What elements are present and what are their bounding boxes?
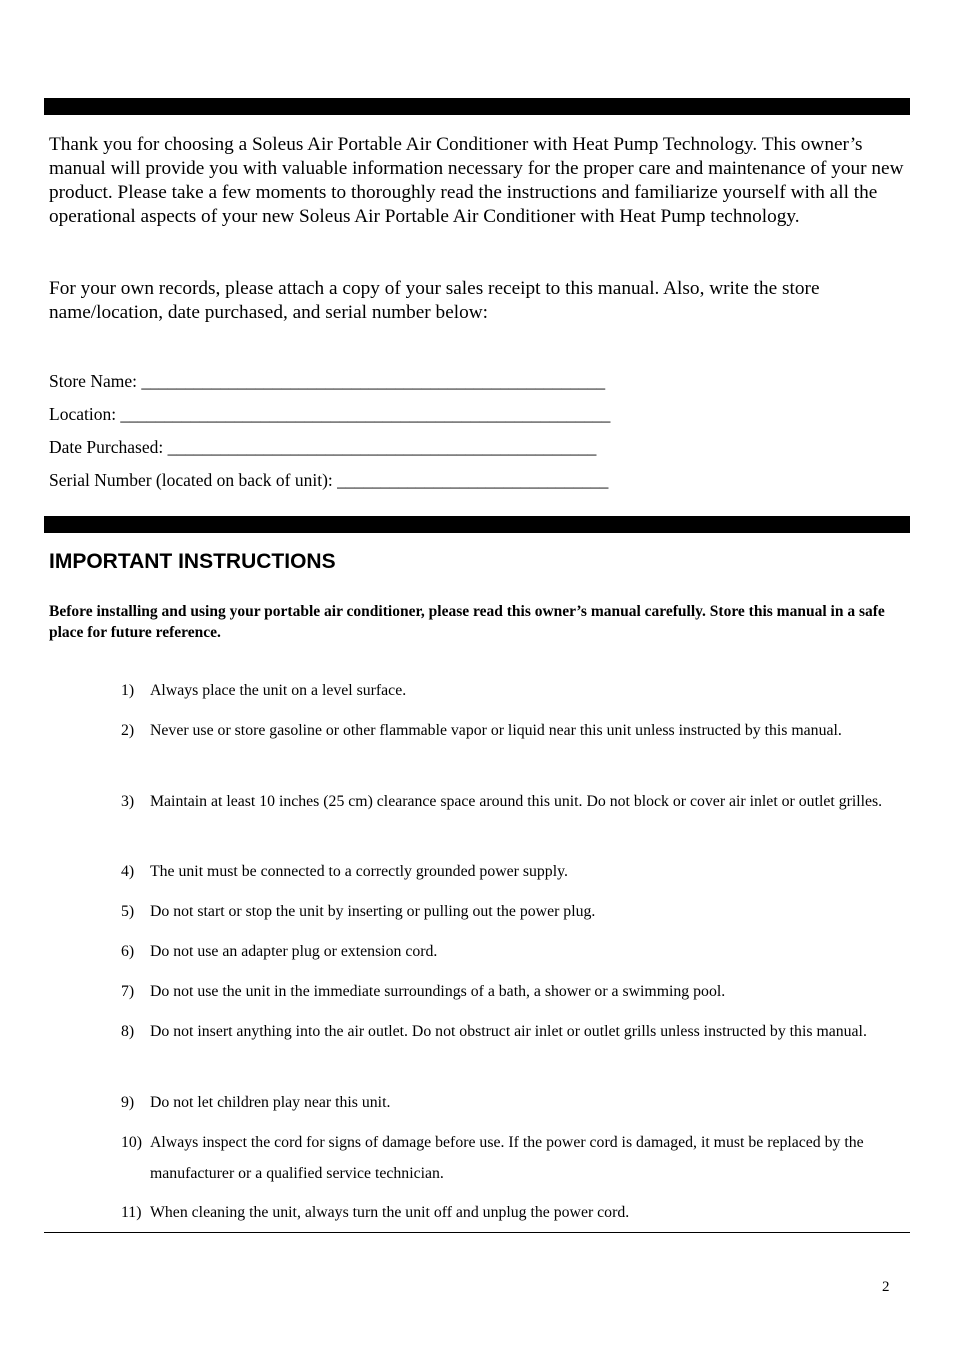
read-manual-notice: Before installing and using your portable air conditioner, please read this owner’s manual carefully. Store this manual in a safe place for future reference. — [49, 603, 885, 641]
item-number: 10) — [121, 1134, 143, 1151]
section-heading: IMPORTANT INSTRUCTIONS — [49, 550, 336, 573]
item-text: Do not let children play near this unit. — [150, 1094, 391, 1111]
item-number: 8) — [121, 1023, 135, 1040]
item-text: Maintain at least 10 inches (25 cm) clearance space around this unit. Do not block or cover air inlet or outlet grilles. — [150, 793, 883, 810]
item-text: Never use or store gasoline or other flammable vapor or liquid near this unit unless instructed by this manual. — [150, 722, 842, 739]
serial-number-field: Serial Number (located on back of unit): _______________________________ — [49, 470, 609, 490]
item-number: 7) — [121, 983, 135, 1000]
top-section-bar — [44, 98, 910, 115]
item-number: 6) — [121, 943, 135, 960]
intro-paragraph: Thank you for choosing a Soleus Air Portable Air Conditioner with Heat Pump Technology. This owner’s manual will provide you with valuable information necessary for the proper care and maintenance of your new product. Please take a few moments to thoroughly read the instructions and familiarize yourself with all the operational aspects of your new Soleus Air Portable Air Conditioner with Heat Pump technology. — [49, 134, 904, 227]
item-text: When cleaning the unit, always turn the unit off and unplug the power cord. — [150, 1204, 630, 1221]
item-number: 1) — [121, 682, 135, 699]
store-name-field: Store Name: _____________________________________________________ — [49, 371, 606, 391]
footer-divider — [44, 1232, 910, 1233]
item-number: 9) — [121, 1094, 135, 1111]
item-number: 2) — [121, 722, 135, 739]
item-number: 5) — [121, 903, 135, 920]
item-text: The unit must be connected to a correctly grounded power supply. — [150, 863, 568, 880]
item-text: Always place the unit on a level surface. — [150, 682, 407, 699]
item-number: 11) — [121, 1204, 142, 1221]
page-number: 2 — [882, 1279, 890, 1295]
instructions-section-bar — [44, 516, 910, 533]
item-number: 3) — [121, 793, 135, 810]
item-number: 4) — [121, 863, 135, 880]
location-field: Location: ________________________________________________________ — [49, 404, 611, 424]
item-text: Do not use an adapter plug or extension cord. — [150, 943, 438, 960]
item-text: Always inspect the cord for signs of damage before use. If the power cord is damaged, it must be replaced by the manufacturer or a qualified service technician. — [150, 1134, 864, 1182]
records-paragraph: For your own records, please attach a copy of your sales receipt to this manual. Also, write the store name/location, date purchased, and serial number below: — [49, 278, 820, 323]
item-text: Do not use the unit in the immediate surroundings of a bath, a shower or a swimming pool. — [150, 983, 726, 1000]
item-text: Do not start or stop the unit by inserting or pulling out the power plug. — [150, 903, 596, 920]
item-text: Do not insert anything into the air outlet. Do not obstruct air inlet or outlet grills unless instructed by this manual. — [150, 1023, 867, 1040]
date-purchased-field: Date Purchased: _________________________________________________ — [49, 437, 597, 457]
